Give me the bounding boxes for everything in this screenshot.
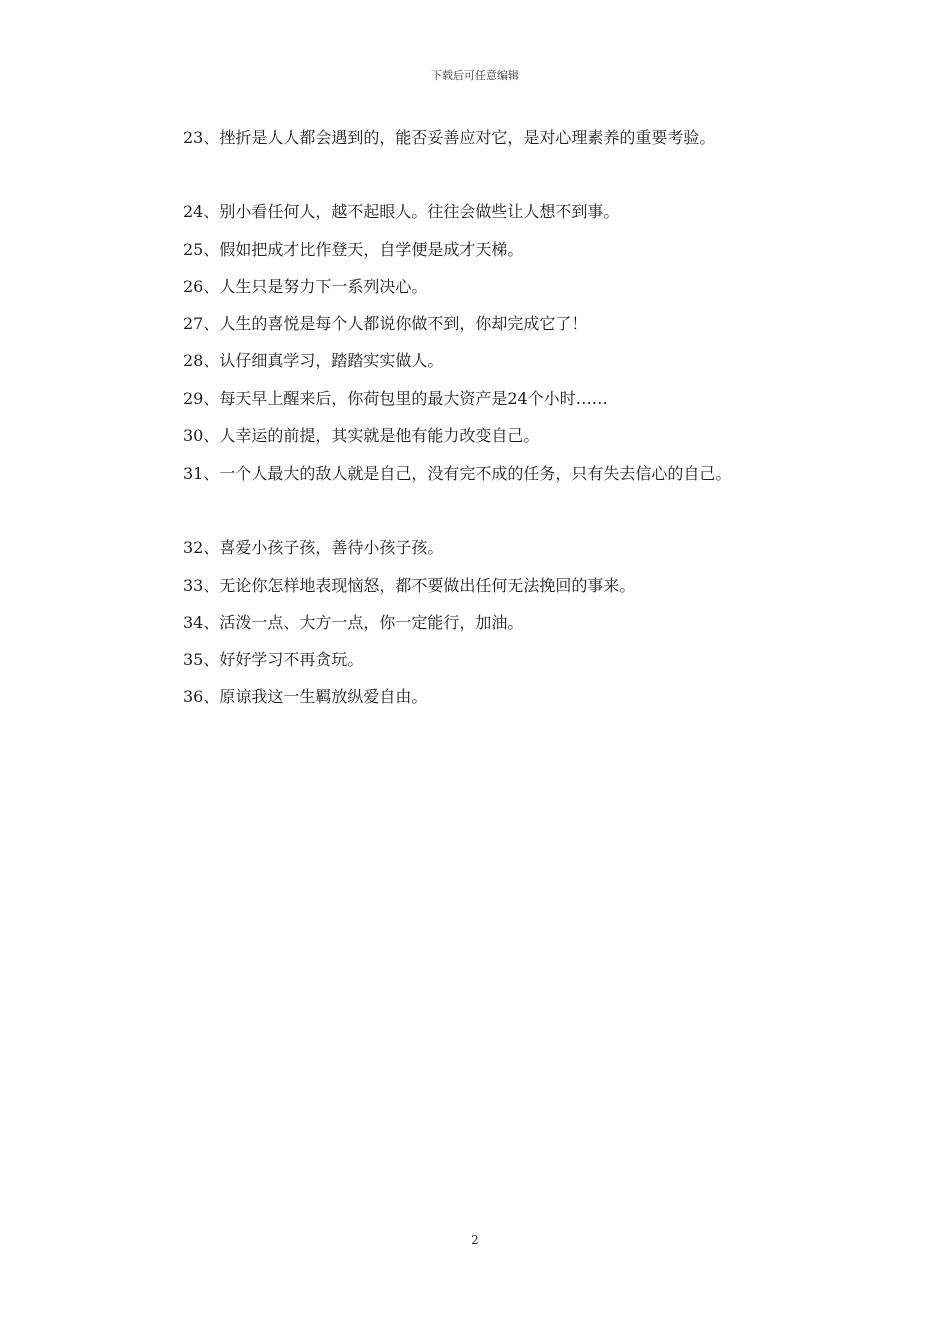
header-note: 下载后可任意编辑 [431, 69, 519, 82]
list-item-28: 28、认仔细真学习，踏踏实实做人。 [183, 351, 444, 370]
list-item-35: 35、好好学习不再贪玩。 [183, 650, 364, 669]
list-item-30: 30、人幸运的前提，其实就是他有能力改变自己。 [183, 426, 540, 445]
list-item-33: 33、无论你怎样地表现恼怒，都不要做出任何无法挽回的事来。 [183, 576, 636, 595]
list-item-24: 24、别小看任何人，越不起眼人。往往会做些让人想不到事。 [183, 202, 620, 221]
list-item-32: 32、喜爱小孩子孩，善待小孩子孩。 [183, 538, 444, 557]
page-number: 2 [471, 1233, 479, 1247]
list-item-36: 36、原谅我这一生羁放纵爱自由。 [183, 687, 428, 706]
list-item-23: 23、挫折是人人都会遇到的，能否妥善应对它，是对心理素养的重要考验。 [183, 128, 716, 147]
list-item-31: 31、一个人最大的敌人就是自己，没有完不成的任务，只有失去信心的自己。 [183, 464, 732, 483]
list-item-26: 26、人生只是努力下一系列决心。 [183, 277, 428, 296]
list-item-27: 27、人生的喜悦是每个人都说你做不到，你却完成它了！ [183, 314, 588, 333]
list-item-25: 25、假如把成才比作登天，自学便是成才天梯。 [183, 240, 524, 259]
list-item-29: 29、每天早上醒来后，你荷包里的最大资产是24个小时…… [183, 389, 608, 408]
list-item-34: 34、活泼一点、大方一点，你一定能行，加油。 [183, 613, 524, 632]
